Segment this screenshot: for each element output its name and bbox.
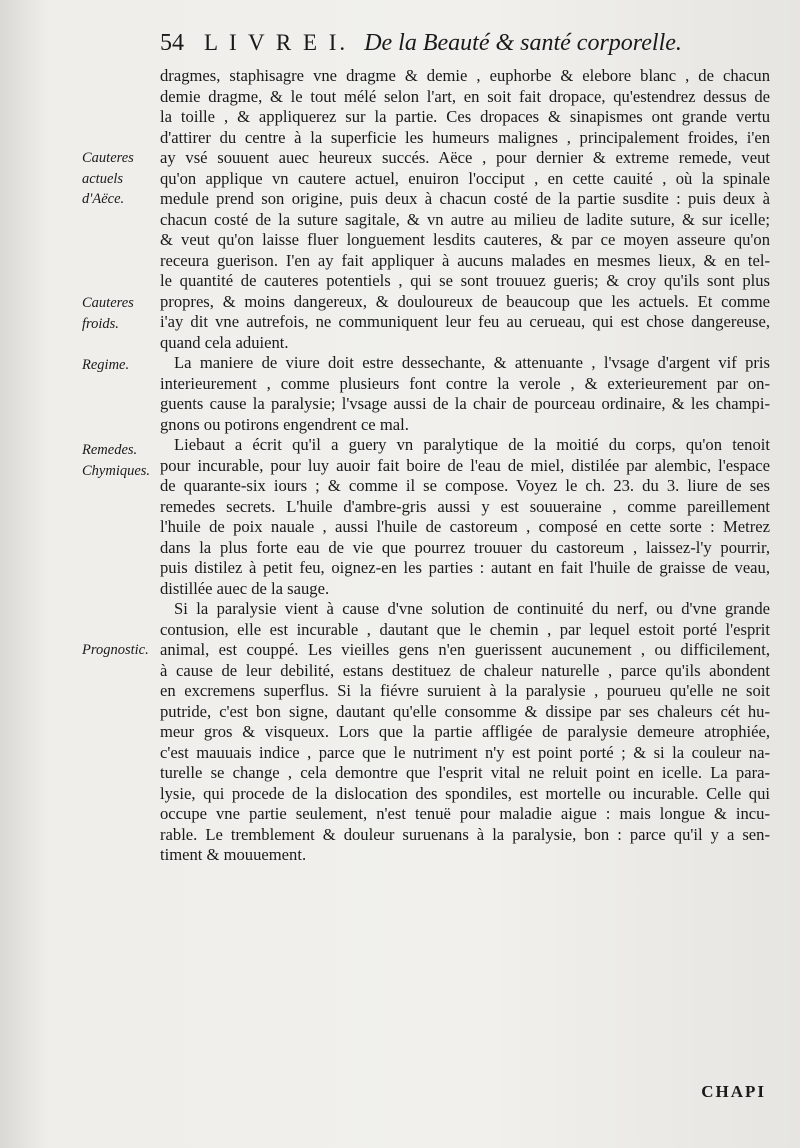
text-line: en excremens superflus. Si la fiévre suruient à la paralysie , pourueu qu'elle ne soit [160, 681, 770, 700]
text-line: d'attirer du centre à la superficie les humeurs malignes , principalement froides, i'en [160, 127, 770, 147]
running-head [160, 30, 770, 57]
text-line: la toille , & appliquerez sur la partie. Ces dropaces & sinapismes ont grande vertu [160, 107, 770, 126]
text-line: animal, est couppé. Les vieilles gens n'en guerissent aucunement , ou difficilement, [160, 640, 770, 659]
margin-note-line: actuels [82, 170, 124, 187]
text-line: putride, c'est bon signe, dautant qu'elle consomme & dissipe par ses chaleurs cét hu- [160, 701, 770, 721]
text-line: dans la plus forte eau de vie que pourrez trouuer du castoreum , laissez-l'y pourrir, [160, 537, 770, 557]
text-line: propres, & moins dangereux, & douloureux de beaucoup que les actuels. Et comme [160, 291, 770, 311]
text-line: distillée auec de la sauge. [160, 578, 330, 598]
text-line: i'ay dit vne autrefois, ne communiquent leur feu au cerueau, qui est chose dangereuse, [160, 312, 770, 331]
text-line: medule prend son origine, puis deux à chacun costé de la partie susdite : puis deux à [160, 189, 770, 208]
margin-note-line: Cauteres [82, 150, 134, 166]
book-label: L I V R E I. [204, 30, 349, 55]
text-line: interieurement , comme plusieurs font contre la verole , & exterieurement par on- [160, 373, 770, 393]
margin-note-cauteres-actuels [82, 148, 160, 210]
margin-note-line: Remedes. [82, 442, 138, 458]
text-line: rable. Le tremblement & douleur suruenans à la paralysie, bon : parce qu'il y a sen- [160, 824, 770, 844]
page-number: 54 [160, 30, 184, 56]
text-line: à cause de leur debilité, estans destituez de chaleur naturelle , parce qu'ils abondent [160, 660, 770, 680]
margin-note-cauteres-froids [82, 293, 160, 334]
text-line: timent & mouuement. [160, 845, 307, 864]
margin-note-prognostic [82, 640, 160, 661]
catchword: CHAPI [701, 1082, 766, 1101]
running-title: De la Beauté & santé corporelle. [364, 30, 682, 56]
text-line: & veut qu'on laisse fluer longuement lesdits cauteres, & par ce moyen asseure qu'on [160, 230, 770, 249]
text-line: l'huile de poix nauale , aussi l'huile de castoreum , composé en cette sorte : Metrez [160, 517, 770, 536]
text-line: turelle se change , cela demontre que l'esprit vital ne reluit point en icelle. La para- [160, 763, 770, 782]
text-line: ay vsé souuent auec heureux succés. Aëce , pour dernier & extreme remede, veut [160, 148, 770, 167]
text-line: La maniere de viure doit estre dessechante, & attenuante , l'vsage d'argent vif pris [174, 353, 770, 372]
text-line: qu'on applique vn cautere actuel, enuiron l'occiput , en cette cauité , où la spinale [160, 168, 770, 188]
margin-note-line: froids. [82, 315, 119, 332]
margin-note-line: Regime. [82, 357, 130, 373]
text-line: demie dragme, & le tout mélé selon l'art, en soit fait dropace, qu'estendrez dessus de [160, 86, 770, 106]
text-line: chacun costé de la suture sagitale, & vn autre au milieu de ladite suture, & sur icelle; [160, 209, 770, 229]
text-line: quand cela aduient. [160, 332, 289, 352]
text-line: remedes secrets. L'huile d'ambre-gris aussi y est souueraine , comme pareillement [160, 496, 770, 516]
text-line: lysie, qui procede de la dislocation des spondiles, est mortelle ou incurable. Celle qui [160, 783, 770, 803]
text-line: contusion, elle est incurable , dautant que le chemin , par lequel estoit porté l'esprit [160, 619, 770, 639]
text-line: de quarante-six iours ; & comme il se compose. Voyez le ch. 23. du 3. liure de ses [160, 476, 770, 495]
text-line: gnons ou potirons engendrent ce mal. [160, 414, 409, 434]
text-line: guents cause la paralysie; l'vsage aussi de la chair de pourceau ordinaire, & les champi- [160, 394, 770, 413]
margin-note-line: d'Aëce. [82, 191, 125, 207]
text-line: c'est mauuais indice , parce que le nutriment n'y est point porté ; & si la couleur na- [160, 742, 770, 762]
body-text [160, 66, 770, 866]
text-line: puis distilez à petit feu, oignez-en les parties : autant en fait l'huile de graisse de veau, [160, 558, 770, 577]
text-line: receura guerison. I'en ay fait appliquer à aucuns malades en mesmes lieux, & en tel- [160, 250, 770, 270]
margin-note-line: Prognostic. [82, 642, 149, 658]
text-line: le quantité de cauteres potentiels , qui se sont trouuez gueris; & croy qu'ils sont plus [160, 271, 770, 290]
text-line: occupe vne partie seulement, n'est tenuë pour maladie aigue : mais longue & incu- [160, 804, 770, 823]
text-line: pour incurable, pour luy auoir fait boire de l'eau de miel, distilée par alembic, l'espace [160, 455, 770, 475]
margin-note-remedes [82, 440, 160, 481]
margin-note-regime [82, 355, 160, 376]
text-line: Si la paralysie vient à cause d'vne solution de continuité du nerf, ou d'vne grande [174, 599, 770, 618]
margin-note-line: Chymiques. [82, 462, 151, 479]
margin-note-line: Cauteres [82, 295, 134, 311]
text-line: dragmes, staphisagre vne dragme & demie , euphorbe & elebore blanc , de chacun [160, 66, 770, 85]
text-line: meur gros & visqueux. Lors que la partie affligée de paralysie demeure atrophiée, [160, 722, 770, 741]
text-line: Liebaut a écrit qu'il a guery vn paralytique de la moitié du corps, qu'on tenoit [174, 435, 770, 454]
